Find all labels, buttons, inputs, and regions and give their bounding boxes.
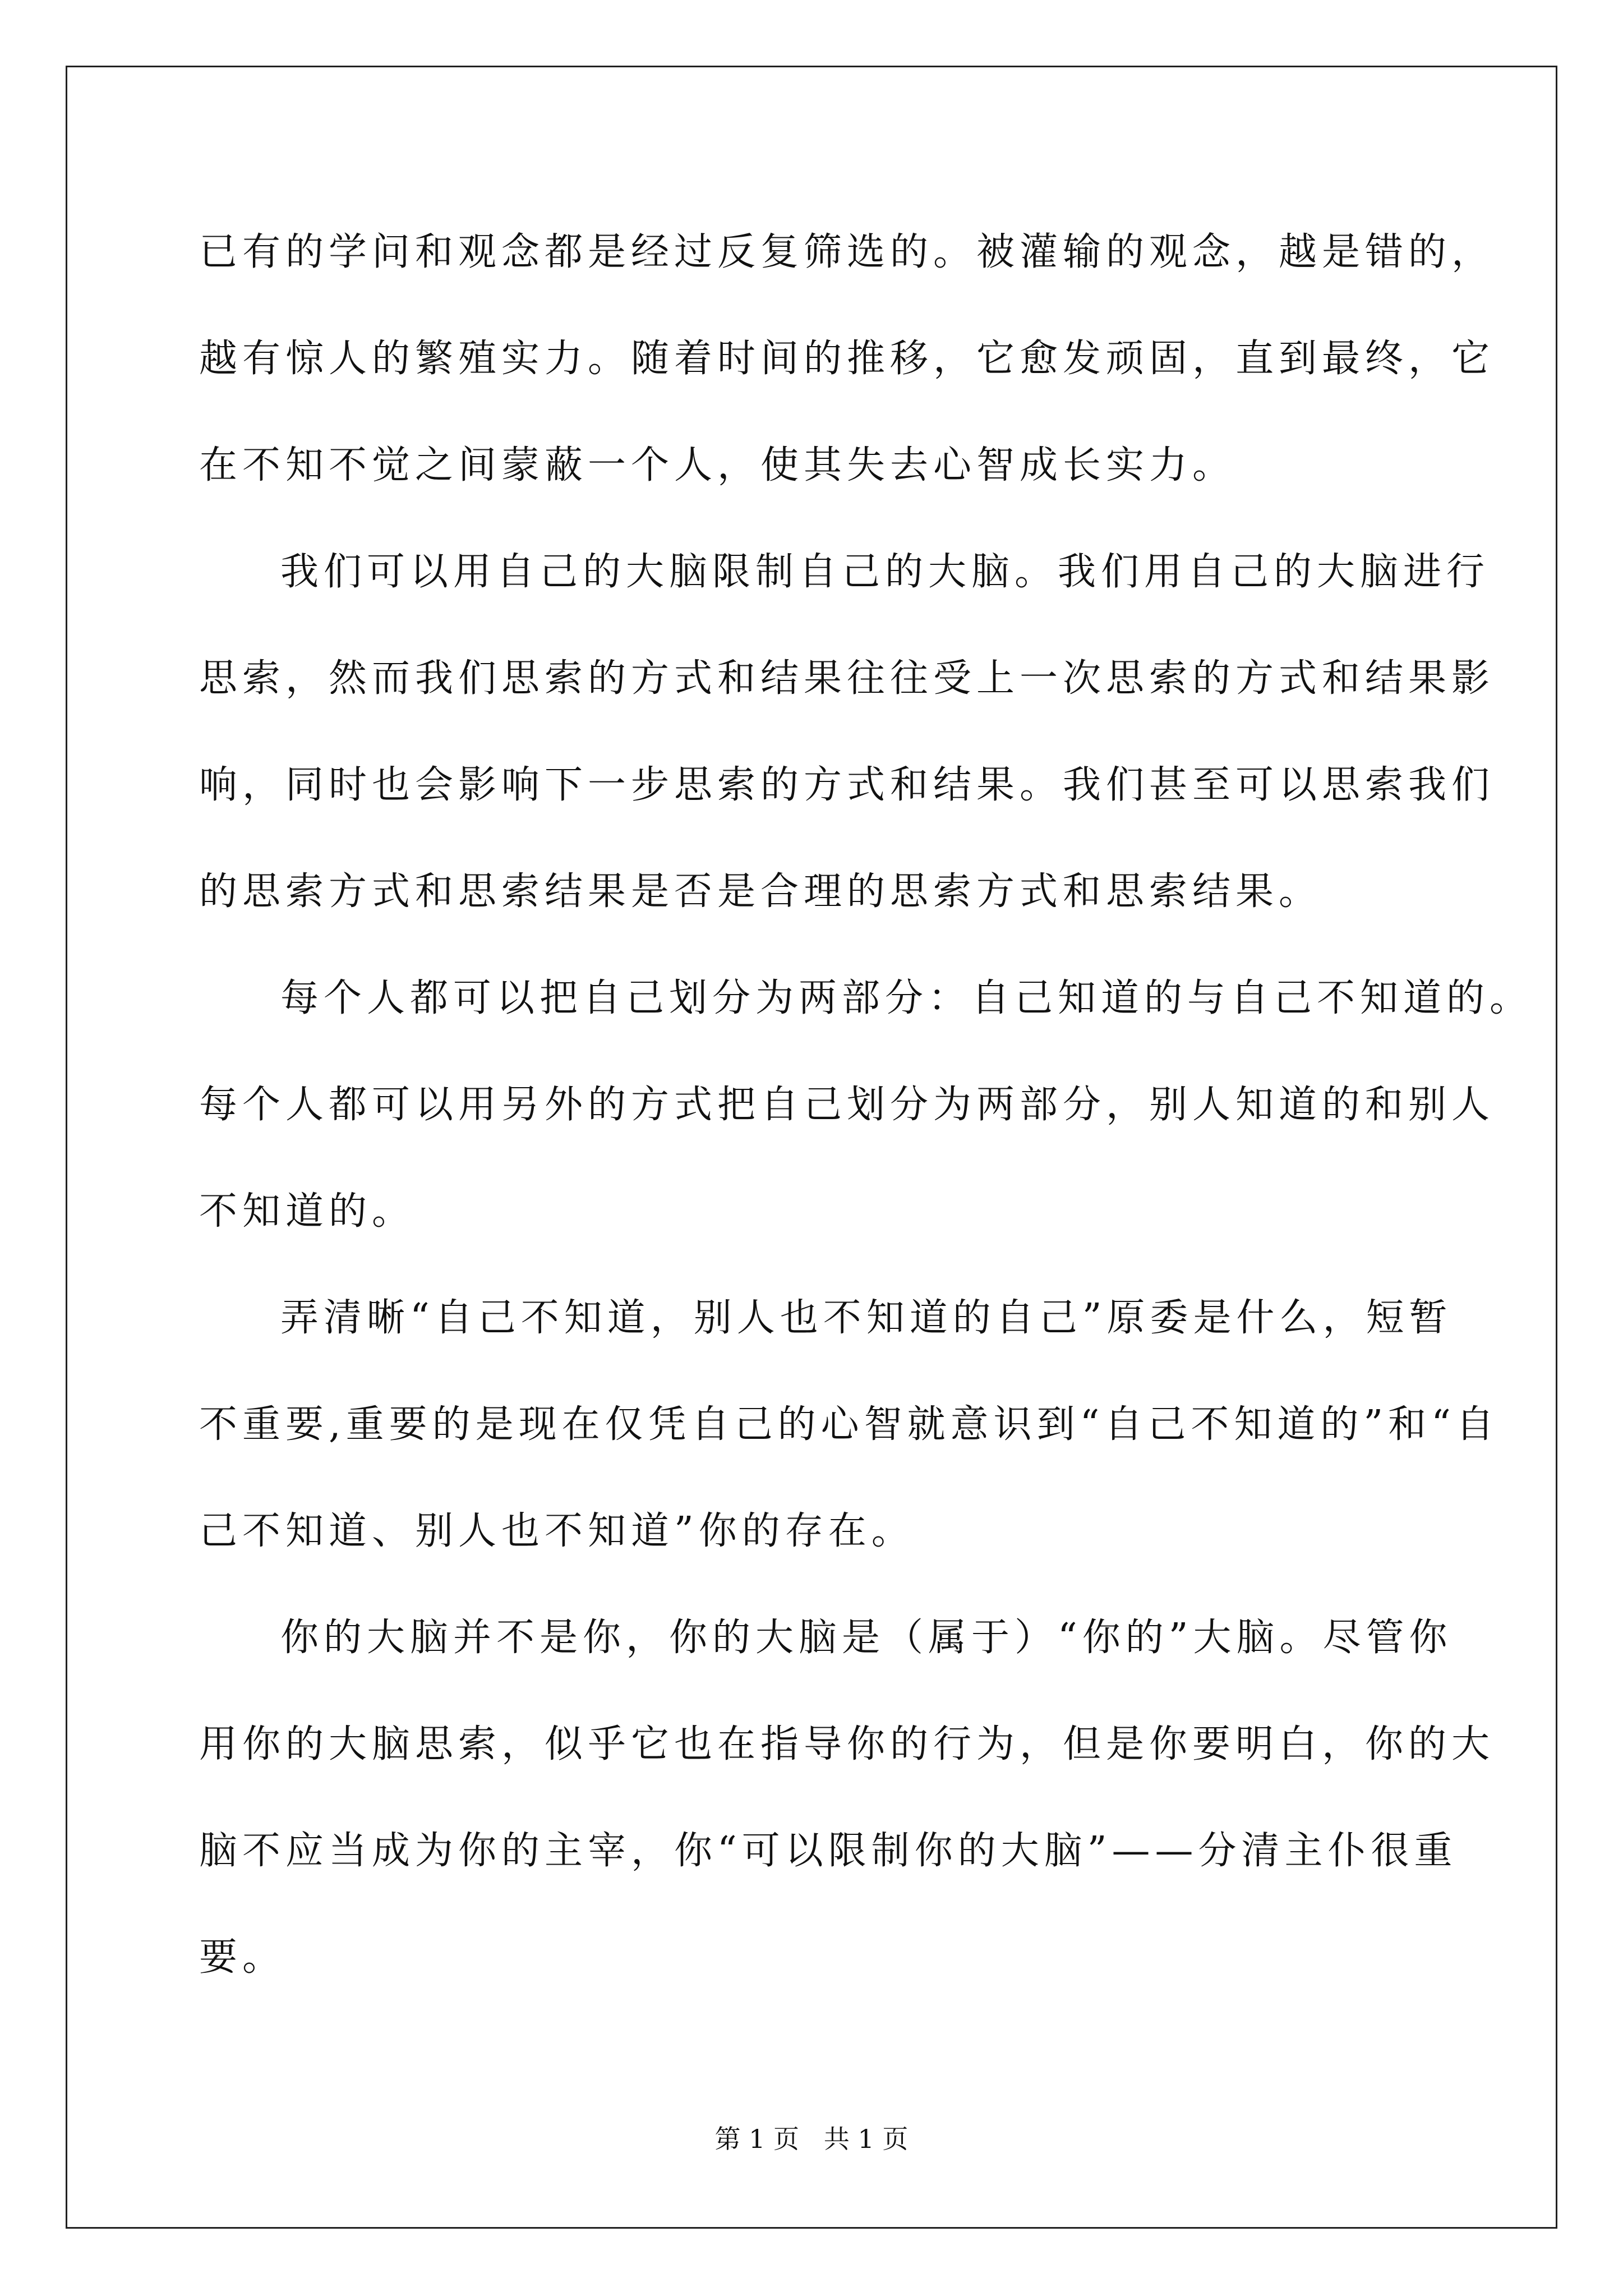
text-line: 不重要,重要的是现在仅凭自己的心智就意识到“自己不知道的”和“自 <box>199 1402 1499 1447</box>
page-border <box>66 66 1557 2229</box>
text-line: 己不知道、别人也不知道”你的存在。 <box>199 1509 915 1553</box>
text-line: 我们可以用自己的大脑限制自己的大脑。我们用自己的大脑进行 <box>280 550 1490 594</box>
text-line: 脑不应当成为你的主宰，你“可以限制你的大脑”——分清主仆很重 <box>199 1829 1458 1873</box>
text-line: 每个人都可以用另外的方式把自己划分为两部分，别人知道的和别人 <box>199 1083 1495 1127</box>
text-line: 在不知不觉之间蒙蔽一个人，使其失去心智成长实力。 <box>199 443 1236 487</box>
text-line: 你的大脑并不是你，你的大脑是（属于）“你的”大脑。尽管你 <box>280 1616 1453 1660</box>
text-line: 要。 <box>199 1935 286 1980</box>
text-line: 响，同时也会影响下一步思索的方式和结果。我们甚至可以思索我们 <box>199 763 1495 807</box>
text-line: 已有的学问和观念都是经过反复筛选的。被灌输的观念，越是错的， <box>199 230 1495 274</box>
text-line: 弄清晰“自己不知道，别人也不知道的自己”原委是什么，短暂 <box>280 1296 1453 1340</box>
text-line: 用你的大脑思索，似乎它也在指导你的行为，但是你要明白，你的大 <box>199 1722 1495 1766</box>
text-line: 每个人都可以把自己划分为两部分：自己知道的与自己不知道的。 <box>280 976 1533 1020</box>
text-line: 不知道的。 <box>199 1189 416 1234</box>
text-line: 越有惊人的繁殖实力。随着时间的推移，它愈发顽固，直到最终，它 <box>199 337 1495 381</box>
page-number-footer: 第 1 页 共 1 页 <box>714 2124 909 2154</box>
text-line: 的思索方式和思索结果是否是合理的思索方式和思索结果。 <box>199 869 1322 914</box>
text-line: 思索，然而我们思索的方式和结果往往受上一次思索的方式和结果影 <box>199 656 1495 701</box>
